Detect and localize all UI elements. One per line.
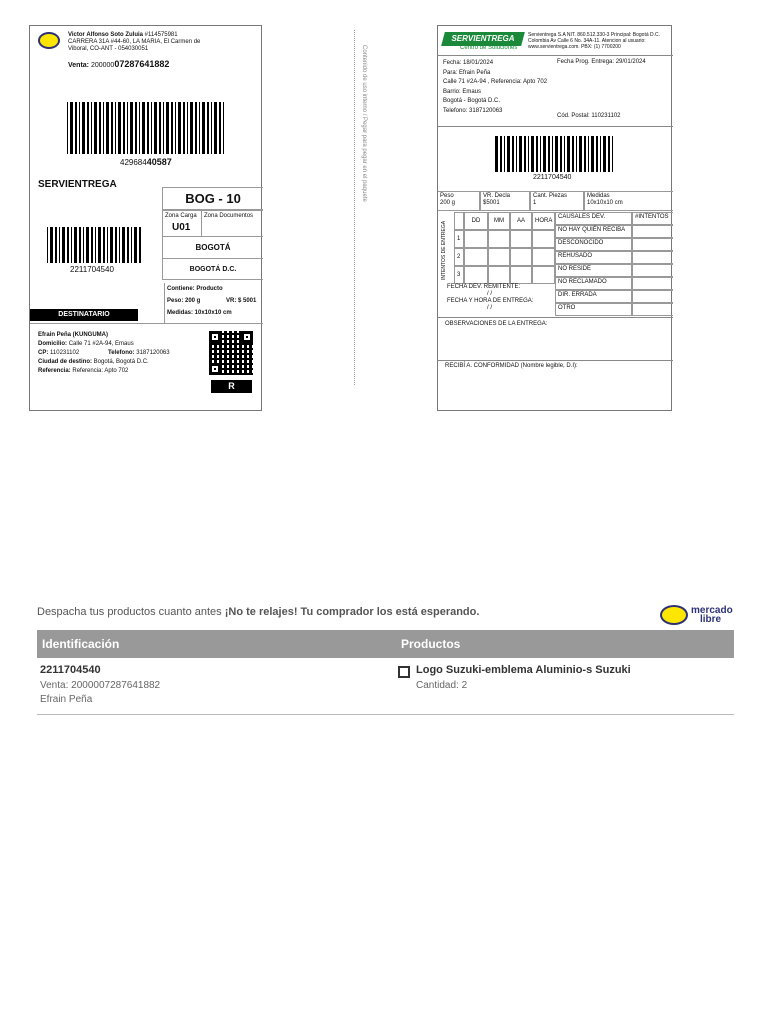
peso-cell — [438, 191, 480, 211]
company-info — [528, 32, 668, 50]
barcode1-prefix: 429684 — [120, 158, 147, 167]
medidas-cell — [584, 191, 673, 211]
mercadolibre-logo-icon — [38, 32, 60, 49]
carrier-name: SERVIENTREGA — [38, 179, 117, 190]
buyer-name: Efrain Peña — [40, 694, 93, 705]
mercadolibre-wordmark — [691, 606, 733, 624]
fecha-prog: Fecha Prog. Entrega: 29/01/2024 — [557, 59, 646, 65]
sender-block — [68, 32, 258, 53]
fecha: Fecha: 18/01/2024 — [443, 60, 494, 66]
sale-barcode — [67, 102, 227, 154]
attempt-cell — [510, 266, 532, 284]
medidas-label: Medidas — [587, 193, 610, 199]
divider — [438, 126, 673, 127]
divider — [438, 55, 673, 56]
vr-value: $5001 — [483, 200, 500, 206]
para: Para: Efrain Peña — [443, 69, 491, 76]
col-productos: Productos — [401, 637, 461, 651]
route-box — [162, 187, 263, 210]
fecha-hora-entrega-label: FECHA Y HORA DE ENTREGA: — [447, 298, 534, 304]
product-info — [416, 664, 631, 691]
servientrega-logo-sub: Centro de Soluciones — [460, 45, 518, 51]
vr-cell — [480, 191, 530, 211]
servientrega-logo-text: SERVIENTREGA — [451, 34, 515, 43]
attempt-cell — [510, 230, 532, 248]
medidas-value: 10x10x10 cm — [587, 200, 623, 206]
ciudad: Bogotá - Bogotá D.C. — [443, 98, 501, 104]
causal-item: NO RECLAMADO — [555, 277, 632, 290]
cod-postal: Cód. Postal: 110231102 — [557, 113, 621, 119]
sender-address-1: CARRERA 31A #44-60, LA MARIA, El Carmen de — [68, 39, 201, 45]
causal-intentos-cell — [632, 290, 673, 303]
sale-suffix: 07287641882 — [114, 59, 170, 69]
ml-line2: libre — [700, 614, 722, 625]
causal-item: REHUSADO — [555, 251, 632, 264]
zona-carga-box — [162, 210, 202, 237]
intentos-vertical-label: INTENTOS DE ENTREGA — [441, 220, 447, 280]
telefono: Telefono: 3187120063 — [443, 107, 503, 114]
venta-number: Venta: 2000007287641882 — [40, 680, 161, 691]
zona-documentos-label: Zona Documentos — [204, 213, 254, 219]
divider — [438, 360, 673, 361]
package-details — [164, 283, 262, 323]
barrio: Barrio: Emaus — [443, 88, 482, 95]
causal-item: NO RESIDE — [555, 264, 632, 277]
sender-id: #114575981 — [144, 32, 178, 38]
cut-line — [354, 30, 355, 385]
col-hora: HORA — [532, 212, 555, 230]
mercadolibre-handshake-icon — [660, 605, 688, 625]
attempt-cell — [532, 266, 555, 284]
fecha-entrega-slashes: / / — [487, 305, 493, 311]
causal-item: DESCONOCIDO — [555, 238, 632, 251]
sale-number — [68, 59, 169, 69]
package-measures: Medidas: 10x10x10 cm — [167, 310, 232, 316]
peso-value: 200 g — [440, 200, 456, 206]
zona-carga-label: Zona Carga — [165, 213, 197, 219]
recibi-label: RECIBÍ A. CONFORMIDAD (Nombre legible, D.I): — [445, 363, 578, 369]
col-identificacion: Identificación — [42, 637, 120, 651]
guide-barcode — [495, 136, 615, 172]
zona-carga-value: U01 — [172, 222, 191, 233]
attempt-cell — [532, 248, 555, 266]
shipment-id: 2211704540 — [40, 664, 101, 676]
shipment-barcode-number: 2211704540 — [70, 265, 114, 274]
fecha-dev-block — [447, 284, 533, 312]
causal-intentos-cell — [632, 264, 673, 277]
product-checkbox[interactable] — [398, 666, 410, 678]
package-weight: Peso: 200 g — [167, 298, 201, 304]
delivery-info — [443, 59, 547, 116]
recipient-name: Efrain Peña (KUNGUMA) — [38, 332, 109, 338]
sender-address-2: Viboral, CO-ANT - 054030051 — [68, 46, 149, 52]
fecha-dev-slashes: / / — [487, 291, 493, 297]
causal-intentos-cell — [632, 225, 673, 238]
attempt-cell — [488, 248, 510, 266]
table-header — [37, 630, 734, 658]
recipient-block — [38, 331, 208, 376]
vr-label: VR. Decla — [483, 193, 511, 199]
attempt-cell — [464, 266, 488, 284]
product-quantity: Cantidad: 2 — [416, 680, 468, 691]
col-aa: AA — [510, 212, 532, 230]
piezas-cell — [530, 191, 584, 211]
separator-text: Contenido de uso interno / Pegar para pegar en el paquete — [361, 45, 367, 202]
company-info-1: Servientrega S.A NIT. 860.512.330-3 Principal: Bogotá D.C. — [528, 32, 661, 38]
telefono-value: 3187120063 — [136, 350, 170, 356]
ciudad-label: Ciudad de destino: — [38, 359, 92, 365]
notice-text: Despacha tus productos cuanto antes — [37, 606, 225, 618]
domicilio-label: Domicilio: — [38, 341, 68, 347]
package-value: VR: $ 5001 — [226, 298, 257, 304]
col-dd: DD — [464, 212, 488, 230]
table-bottom-rule — [37, 714, 734, 715]
guide-barcode-number: 2211704540 — [533, 174, 572, 181]
causal-intentos-cell — [632, 303, 673, 316]
company-info-2: Colombia Av Calle 6 No. 34A-11. Atencion al usuario: — [528, 38, 646, 44]
attempt-row-number: 3 — [454, 266, 464, 284]
destination-city: BOGOTÁ — [162, 237, 263, 259]
direccion: Calle 71 #2A-94 , Referencia: Apto 702 — [443, 79, 548, 85]
barcode1-suffix: 40587 — [146, 157, 172, 167]
servientrega-logo — [441, 32, 525, 46]
attempt-cell — [510, 248, 532, 266]
causal-intentos-cell — [632, 238, 673, 251]
causal-intentos-cell — [632, 251, 673, 264]
attempts-grid — [454, 212, 555, 284]
zona-documentos-box — [202, 210, 263, 237]
destination-department: BOGOTÁ D.C. — [162, 259, 263, 280]
peso-label: Peso — [440, 193, 454, 199]
table-row — [40, 664, 160, 705]
attempt-cell — [464, 230, 488, 248]
mercadolibre-shipping-label — [29, 25, 262, 411]
destinatario-banner: DESTINATARIO — [30, 309, 138, 321]
shipment-barcode — [47, 227, 143, 263]
referencia-value: Referencia: Apto 702 — [72, 368, 129, 374]
route-code: BOG - 10 — [185, 191, 241, 206]
sale-prefix: 200000 — [90, 62, 115, 69]
ciudad-value: Bogotá, Bogotá D.C. — [93, 359, 149, 365]
company-info-3: www.servientrega.com. PBX: (1) 7700200 — [528, 44, 621, 50]
causal-intentos-cell — [632, 277, 673, 290]
cp-label: CP: — [38, 350, 49, 356]
attempt-cell — [532, 230, 555, 248]
grid-corner — [454, 212, 464, 230]
qr-code-icon — [209, 331, 253, 375]
cp-value: 110231102 — [50, 350, 80, 356]
attempt-row-number: 1 — [454, 230, 464, 248]
sale-barcode-number — [120, 157, 172, 167]
piezas-value: 1 — [533, 200, 537, 206]
attempt-row-number: 2 — [454, 248, 464, 266]
causal-item: DIR. ERRADA — [555, 290, 632, 303]
domicilio-value: Calle 71 #2A-94, Emaus — [68, 341, 134, 347]
divider — [438, 317, 673, 318]
attempt-cell — [488, 266, 510, 284]
referencia-label: Referencia: — [38, 368, 71, 374]
observaciones-label: OBSERVACIONES DE LA ENTREGA: — [445, 321, 548, 327]
causales-header: CAUSALES DEV. — [555, 212, 632, 225]
attempt-cell — [488, 230, 510, 248]
sale-label: Venta: — [68, 62, 90, 69]
col-mm: MM — [488, 212, 510, 230]
product-name: Logo Suzuki-emblema Aluminio-s Suzuki — [416, 664, 631, 676]
divider — [30, 323, 263, 324]
attempt-cell — [464, 248, 488, 266]
telefono-label: Telefono: — [108, 350, 135, 356]
piezas-label: Cant. Piezas — [533, 193, 568, 199]
servientrega-guide — [437, 25, 672, 411]
causal-item: OTRO — [555, 303, 632, 316]
intentos-header: #INTENTOS — [632, 212, 673, 225]
r-badge: R — [211, 380, 252, 393]
package-contents: Contiene: Producto — [167, 286, 223, 292]
fecha-dev-label: FECHA DEV. REMITENTE: — [447, 284, 521, 290]
ml-line1: mercado — [691, 605, 733, 616]
notice-bold-text: ¡No te relajes! Tu comprador los está esperando. — [224, 606, 480, 618]
intentos-vertical-cell — [441, 214, 453, 284]
causal-item: NO HAY QUIÉN RECIBA — [555, 225, 632, 238]
sender-name: Victor Alfonso Soto Zuluia — [68, 32, 143, 38]
dispatch-notice — [37, 606, 479, 618]
